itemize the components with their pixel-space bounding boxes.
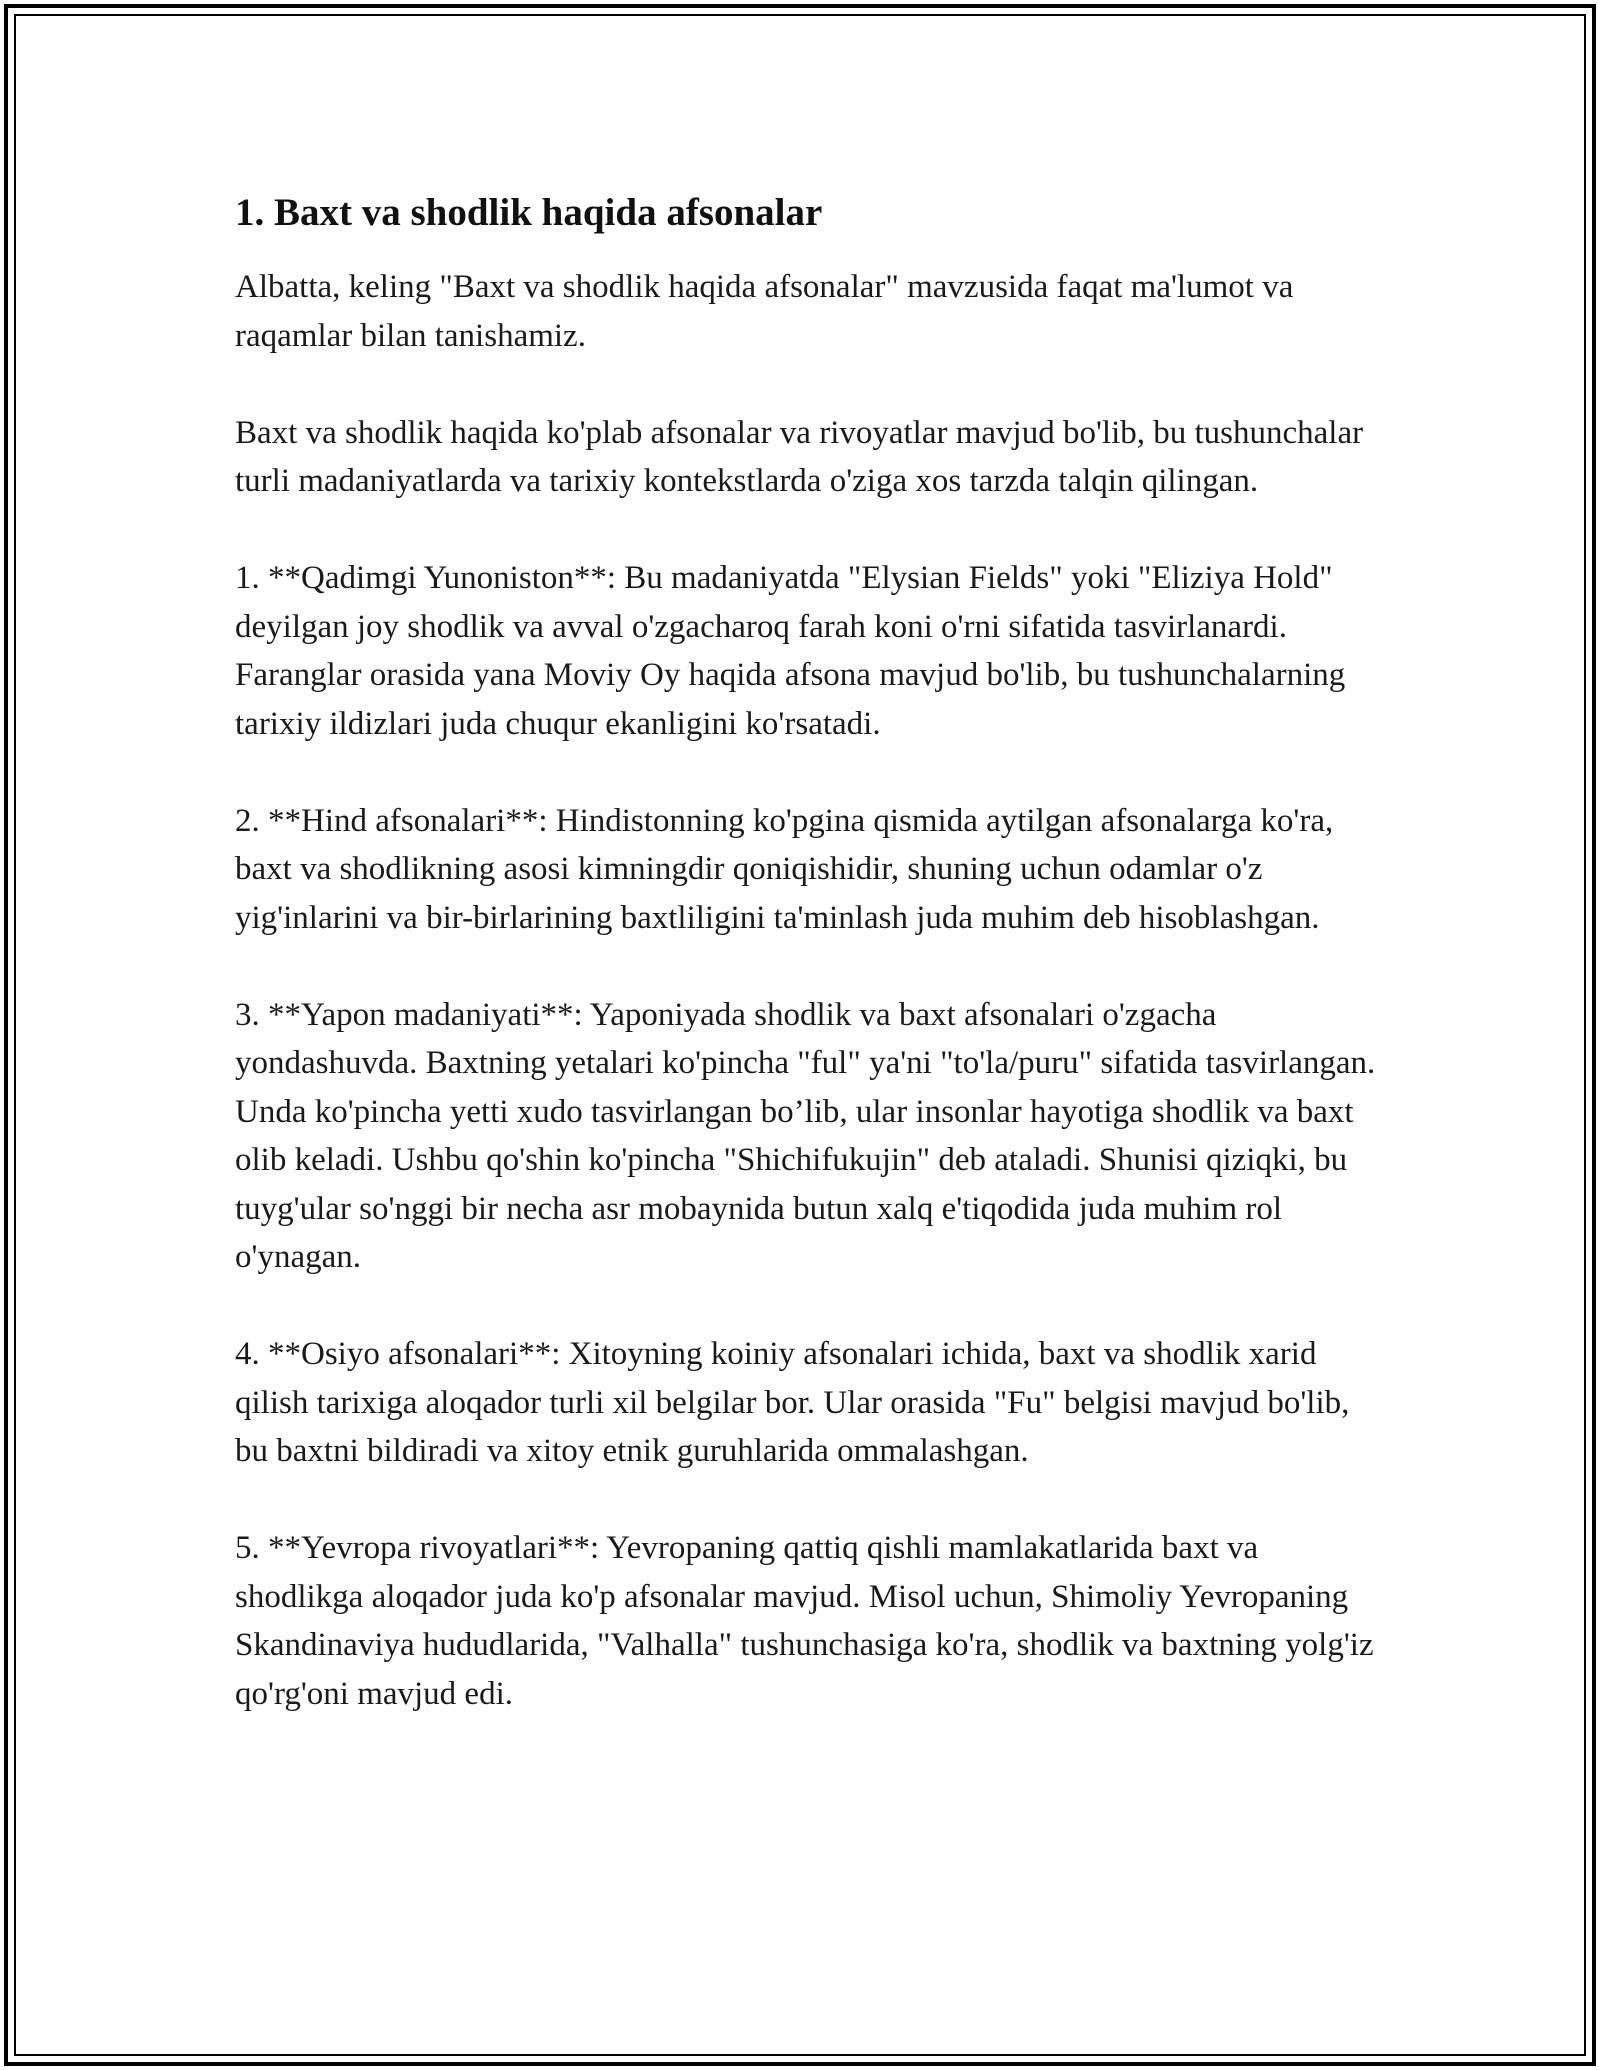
list-item-europe: 5. **Yevropa rivoyatlari**: Yevropaning qattiq qishli mamlakatlarida baxt va shodlikga aloqador juda ko'p afsonalar mavjud. Misol uchun, Shimoliy Yevropaning Skandinaviya hududlarida, "Valhalla" tushunchasiga ko'ra, shodlik va baxtning yolg'iz qo'rg'oni mavjud edi. (235, 1530, 1374, 1712)
list-item-japan: 3. **Yapon madaniyati**: Yaponiyada shodlik va baxt afsonalari o'zgacha yondashuvda. Baxtning yetalari ko'pincha "ful" ya'ni "to'la/puru" sifatida tasvirlangan. Unda ko'pincha yetti xudo tasvirlangan bo’lib, ular insonlar hayotiga shodlik va baxt olib keladi. Ushbu qo'shin ko'pincha "Shichifukujin" deb ataladi. Shunisi qiziqki, bu tuyg'ular so'nggi bir necha asr mobaynida butun xalq e'tiqodida juda muhim rol o'ynagan. (235, 996, 1376, 1275)
list-item-india: 2. **Hind afsonalari**: Hindistonning ko'pgina qismida aytilgan afsonalarga ko'ra, baxt va shodlikning asosi kimningdir qoniqishidir, shuning uchun odamlar o'z yig'inlarini va bir-birlarining baxtliligini ta'minlash juda muhim deb hisoblashgan. (235, 802, 1334, 936)
list-item-asia: 4. **Osiyo afsonalari**: Xitoyning koiniy afsonalari ichida, baxt va shodlik xarid qilish tarixiga aloqador turli xil belgilar bor. Ular orasida "Fu" belgisi mavjud bo'lib, bu baxtni bildiradi va xitoy etnik guruhlarida ommalashgan. (235, 1336, 1350, 1469)
document-body (235, 186, 1385, 1767)
intro-paragraph: Albatta, keling "Baxt va shodlik haqida afsonalar" mavzusida faqat ma'lumot va raqamlar bilan tanishamiz. (235, 269, 1294, 354)
list-item-greece: 1. **Qadimgi Yunoniston**: Bu madaniyatda "Elysian Fields" yoki "Eliziya Hold" deyilgan joy shodlik va avval o'zgacharoq farah koni o'rni sifatida tasvirlanardi. Faranglar orasida yana Moviy Oy haqida afsona mavjud bo'lib, bu tushunchalarning tarixiy ildizlari juda chuqur ekanligini ko'rsatadi. (235, 560, 1346, 742)
page-title: 1. Baxt va shodlik haqida afsonalar (235, 191, 823, 234)
overview-paragraph: Baxt va shodlik haqida ko'plab afsonalar va rivoyatlar mavjud bo'lib, bu tushunchalar turli madaniyatlarda va tarixiy kontekstlarda o'ziga xos tarzda talqin qilingan. (235, 414, 1364, 499)
